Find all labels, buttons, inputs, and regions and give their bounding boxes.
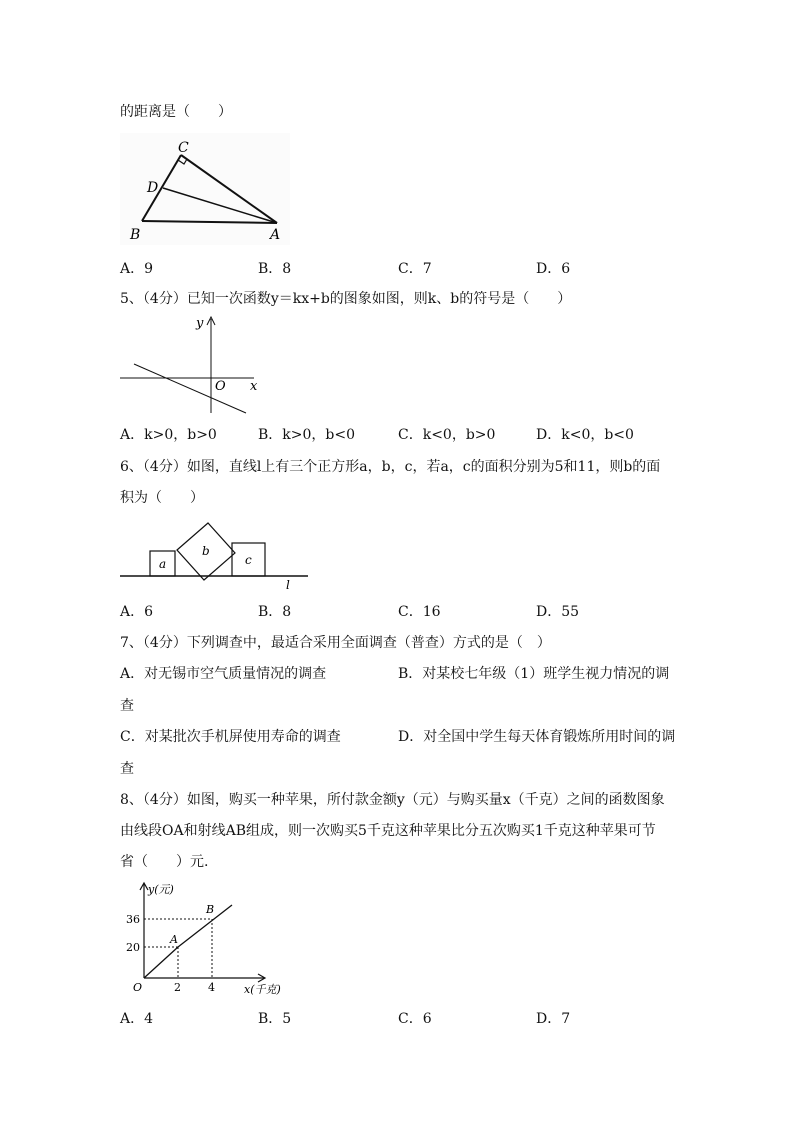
q5-option-a[interactable]: A．k>0，b>0 <box>120 427 217 443</box>
q5-function-line <box>134 364 246 413</box>
q4-option-a[interactable]: A．9 <box>120 261 154 277</box>
q8-label-B: B <box>206 903 215 916</box>
q7-option-b[interactable]: B．对某校七年级（1）班学生视力情况的调 <box>398 666 670 682</box>
q8-tick-4: 4 <box>208 981 215 994</box>
q5-label-y: y <box>196 316 204 331</box>
q8-y-axis-label: y(元) <box>148 883 174 896</box>
q6-stem-line-1: 6、（4分）如图，直线l上有三个正方形a，b，c，若a，c的面积分别为5和11，则b的面 <box>120 459 661 475</box>
q7-option-a[interactable]: A．对无锡市空气质量情况的调查 <box>120 666 327 682</box>
q8-origin-label: O <box>133 981 143 994</box>
q6-option-c[interactable]: C．16 <box>398 604 441 620</box>
q5-linear-function-graph <box>118 313 258 415</box>
q4-stem-tail: 的距离是（ ） <box>120 104 232 120</box>
q7-option-b-continued: 查 <box>120 698 134 714</box>
q8-stem-line-3: 省（ ）元. <box>120 854 209 870</box>
q8-stem-line-1: 8、（4分）如图，购买一种苹果，所付款金额y（元）与购买量x（千克）之间的函数图象 <box>120 792 665 808</box>
q8-option-a[interactable]: A．4 <box>120 1011 154 1027</box>
q8-option-c[interactable]: C．6 <box>398 1011 432 1027</box>
q8-segment-OA <box>144 947 178 978</box>
q8-label-A: A <box>170 933 178 946</box>
q8-x-axis-label: x(千克) <box>244 983 281 996</box>
q4-label-A: A <box>270 227 281 243</box>
q8-tick-2: 2 <box>174 981 181 994</box>
q8-ray-AB <box>178 905 232 947</box>
q4-option-b[interactable]: B．8 <box>258 261 292 277</box>
q6-stem-line-2: 积为（ ） <box>120 490 204 506</box>
q6-option-b[interactable]: B．8 <box>258 604 292 620</box>
q4-label-D: D <box>147 180 159 196</box>
q8-stem-line-2: 由线段OA和射线AB组成，则一次购买5千克这种苹果比分五次购买1千克这种苹果可节 <box>120 823 656 839</box>
q7-option-d[interactable]: D．对全国中学生每天体育锻炼所用时间的调 <box>398 729 676 745</box>
q6-squares-figure <box>120 515 310 593</box>
q7-stem: 7、（4分）下列调查中，最适合采用全面调查（普查）方式的是（ ） <box>120 635 551 651</box>
q8-option-b[interactable]: B．5 <box>258 1011 292 1027</box>
q7-option-c[interactable]: C．对某批次手机屏使用寿命的调查 <box>120 729 341 745</box>
q7-option-d-continued: 查 <box>120 761 134 777</box>
q5-label-x: x <box>250 379 258 394</box>
q6-label-c: c <box>245 553 252 567</box>
q4-option-d[interactable]: D．6 <box>536 261 571 277</box>
q6-label-b: b <box>202 544 210 558</box>
q4-label-B: B <box>130 227 141 243</box>
q4-label-C: C <box>178 140 189 156</box>
q5-option-d[interactable]: D．k<0，b<0 <box>536 427 634 443</box>
q4-option-c[interactable]: C．7 <box>398 261 432 277</box>
q8-option-d[interactable]: D．7 <box>536 1011 571 1027</box>
q5-option-b[interactable]: B．k>0，b<0 <box>258 427 356 443</box>
q6-option-d[interactable]: D．55 <box>536 604 580 620</box>
q5-label-origin: O <box>215 379 226 394</box>
q4-triangle-figure <box>120 133 290 245</box>
q5-stem: 5、（4分）已知一次函数y＝kx+b的图象如图，则k、b的符号是（ ） <box>120 291 572 307</box>
q6-label-a: a <box>159 557 167 571</box>
q8-tick-20: 20 <box>126 941 140 954</box>
q8-price-graph <box>124 880 290 998</box>
q6-label-l: l <box>286 578 290 592</box>
q8-tick-36: 36 <box>126 913 140 926</box>
q6-option-a[interactable]: A．6 <box>120 604 154 620</box>
q5-option-c[interactable]: C．k<0，b>0 <box>398 427 496 443</box>
